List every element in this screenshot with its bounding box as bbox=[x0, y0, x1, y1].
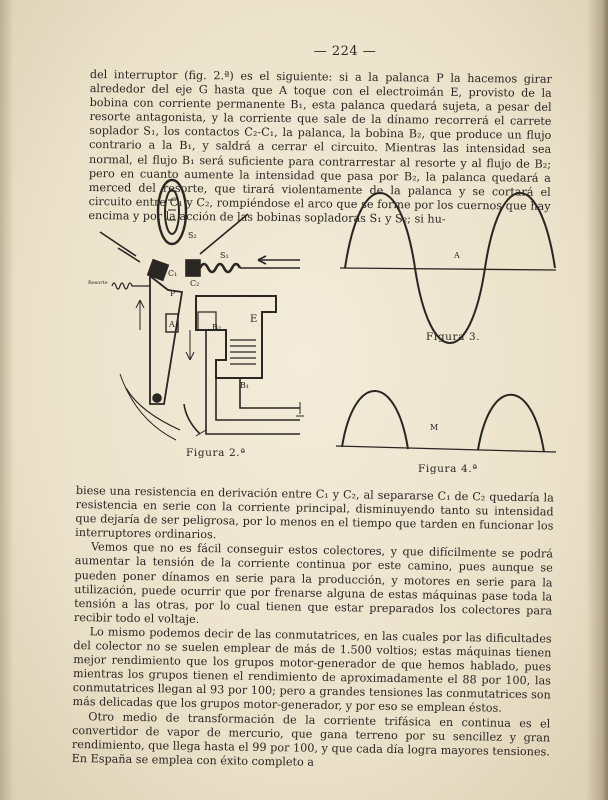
wire-b1-a bbox=[216, 378, 300, 420]
figure-3-caption: Figura 3. bbox=[426, 331, 481, 343]
label-s2: S₂ bbox=[188, 231, 197, 240]
paragraph-continuation: del interruptor (fig. 2.ª) es el siguiente: si a la palanca P la hacemos girar alrededor del eje G hasta que A toque con el electroimán E, provisto de la bobina con corriente permanente B₁, esta palanca quedará sujeta, a pesar del resorte antagonista, y la corriente que sale de la dínamo recorrerá el carrete soplador S₁, los contactos C₂-C₁, la palanca, la bobina B₂, que produce un flujo contrario a la B₁, y saldrá a cerrar el circuito. Mientras las intensidad sea normal, el flujo B₁ será suficiente para contrarrestar al resorte y al flujo de B₂; pero en cuanto aumente la intensidad que pasa por B₂, la palanca quedará a merced del resorte, que tirará violentamente de la palanca y se cortará el circuito entre C₁ y C₂, rompiéndose el arco que se forme por los cuernos que hay encima y por la acción de las bobinas sopladoras S₁ y S₂; si hu- bbox=[88, 68, 552, 226]
paragraph-collectors: Vemos que no es fácil conseguir estos colectores, y que difícilmente se podrá aumentar la tensión de la corriente continua por este camino, pues aunque se pueden poner dínamos en serie para la producción, y motores en serie para la utilización, puede ocurrir que por frenarse alguna de estas máquinas pase toda la tensión a las otras, por lo cual tienen que estar preparados los colectores para recibir todo el voltaje. bbox=[73, 540, 554, 626]
pivot-g bbox=[153, 394, 161, 402]
figure-4-caption: Figura 4.ª bbox=[418, 463, 478, 475]
label-b2: B₂ bbox=[212, 323, 222, 332]
lever-arrow-up bbox=[136, 300, 144, 330]
lever-p bbox=[150, 276, 182, 404]
figure-2-caption: Figura 2.ª bbox=[186, 447, 246, 459]
arc-horn-left-inner bbox=[118, 248, 140, 262]
fig4-hump-2 bbox=[478, 395, 544, 452]
page-number: — 224 — bbox=[313, 44, 377, 59]
blowout-coil-s2-inner bbox=[165, 190, 179, 234]
contact-c2 bbox=[186, 260, 200, 276]
label-p: P bbox=[170, 289, 176, 298]
fig3-axis bbox=[340, 268, 556, 270]
fig4-mark: M bbox=[430, 423, 439, 432]
coil-s2-windings bbox=[168, 200, 176, 220]
fig3-mark: A bbox=[454, 251, 460, 260]
terminal-1 bbox=[296, 402, 304, 416]
coil-b1-windings bbox=[230, 340, 256, 364]
label-c2: C₂ bbox=[190, 279, 200, 288]
label-c1: C₁ bbox=[168, 269, 178, 278]
fig4-axis bbox=[336, 446, 556, 452]
arc-horn-left bbox=[100, 232, 136, 256]
flow-curve-lower bbox=[126, 388, 180, 430]
label-e: E bbox=[250, 314, 258, 325]
paragraph-resistance: biese una resistencia en derivación entre C₁ y C₂, al separarse C₁ de C₂ quedaría la resistencia en serie con la corriente principal, disminuyendo tanto su intensidad que dejaría de ser peligrosa, por lo menos en el tiempo que tarden en funcionar los interruptores ordinarios. bbox=[75, 484, 554, 542]
electromagnet-e bbox=[196, 296, 276, 378]
label-b1: B₁ bbox=[240, 381, 250, 390]
bottom-text-block bbox=[72, 484, 554, 773]
wire-pivot bbox=[184, 404, 200, 434]
paragraph-conmutatrices: Lo mismo podemos decir de las conmutatrices, en las cuales por las dificultades del colector no se suelen emplear de más de 1.500 voltios; estas máquinas tienen mejor rendimiento que los grupos motor-generador de que hemos hablado, pues mientras los grupos tienen el rendimiento de aproximadamente el 88 por 100, las conmutatrices llegan al 93 por 100; pero a grandes tensiones las conmutatrices son más delicadas que los grupos motor-generador, y por eso se emplean éstos. bbox=[72, 625, 552, 716]
antagonist-spring bbox=[112, 283, 150, 289]
lever-arrow-down bbox=[186, 330, 194, 360]
paragraph-mercury-converter: Otro medio de transformación de la corriente trifásica en continua es el convertidor de vapor de mercurio, que gana terreno por su sencillez y gran rendimiento, que llega hasta el 99 por 100, y que cada día logra mayores tensiones. En España se emplea con éxito completo a bbox=[71, 709, 551, 769]
label-resorte: Resorte bbox=[88, 280, 108, 286]
figure-3-sine bbox=[340, 193, 556, 343]
figure-4-rectified bbox=[336, 391, 556, 452]
label-a: A bbox=[169, 320, 175, 329]
arc-horn-right bbox=[200, 214, 248, 254]
figure-2-circuit-breaker bbox=[100, 180, 304, 440]
label-s1: S₁ bbox=[220, 251, 229, 260]
fig4-hump-1 bbox=[342, 391, 408, 449]
blowout-coil-s1 bbox=[200, 264, 240, 272]
